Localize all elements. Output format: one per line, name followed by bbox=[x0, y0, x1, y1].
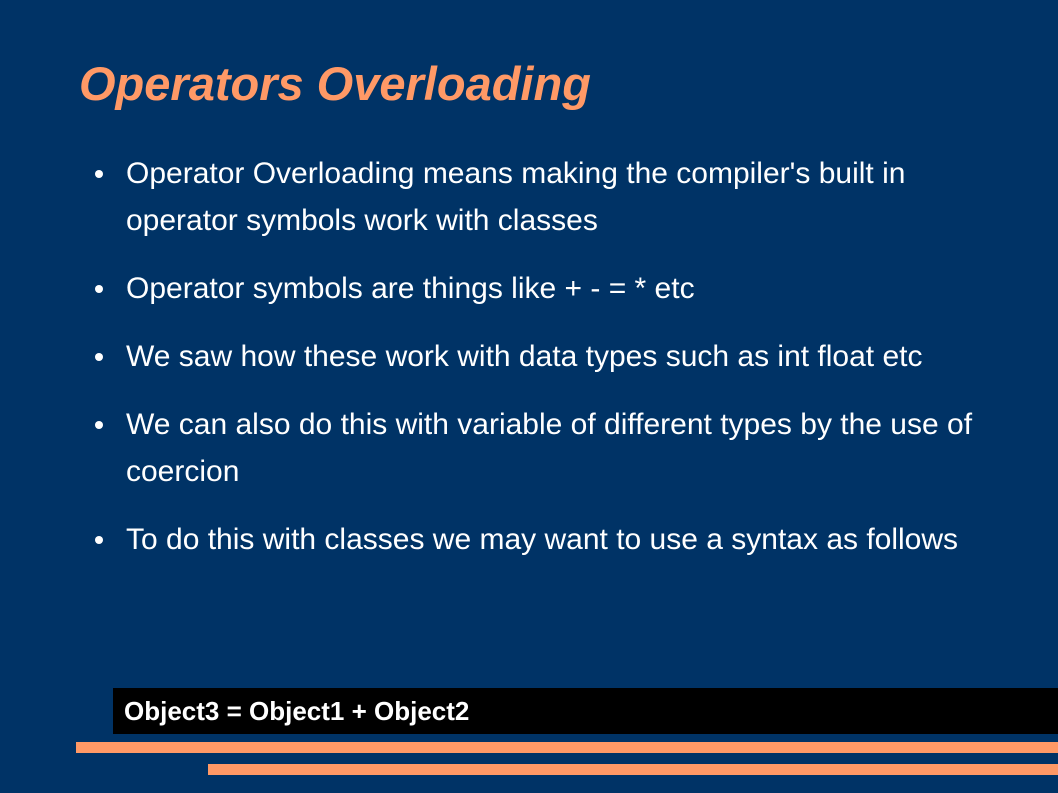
bullet-dot-icon bbox=[95, 421, 103, 429]
bullet-dot-icon bbox=[95, 536, 103, 544]
bullet-text: Operator Overloading means making the compiler's built in operator symbols work with classes bbox=[126, 157, 906, 237]
bullet-item bbox=[95, 265, 1015, 312]
accent-stripe-bottom bbox=[208, 764, 1058, 775]
bullet-dot-icon bbox=[95, 285, 103, 293]
bullet-item bbox=[95, 516, 1015, 563]
code-example-box bbox=[113, 688, 1058, 734]
bullet-dot-icon bbox=[95, 170, 103, 178]
bullet-dot-icon bbox=[95, 353, 103, 361]
bullet-item bbox=[95, 150, 1015, 244]
bullet-text: To do this with classes we may want to use a syntax as follows bbox=[126, 523, 959, 556]
bullet-list bbox=[95, 150, 1015, 584]
bullet-text: Operator symbols are things like + - = * etc bbox=[126, 272, 695, 305]
bullet-text: We can also do this with variable of different types by the use of coercion bbox=[126, 408, 973, 488]
code-example-text: Object3 = Object1 + Object2 bbox=[124, 696, 470, 726]
bullet-item bbox=[95, 333, 1015, 380]
accent-stripe-top bbox=[76, 742, 1058, 753]
bullet-item bbox=[95, 401, 1015, 495]
slide-title: Operators Overloading bbox=[79, 57, 591, 110]
bullet-text: We saw how these work with data types such as int float etc bbox=[126, 340, 923, 373]
